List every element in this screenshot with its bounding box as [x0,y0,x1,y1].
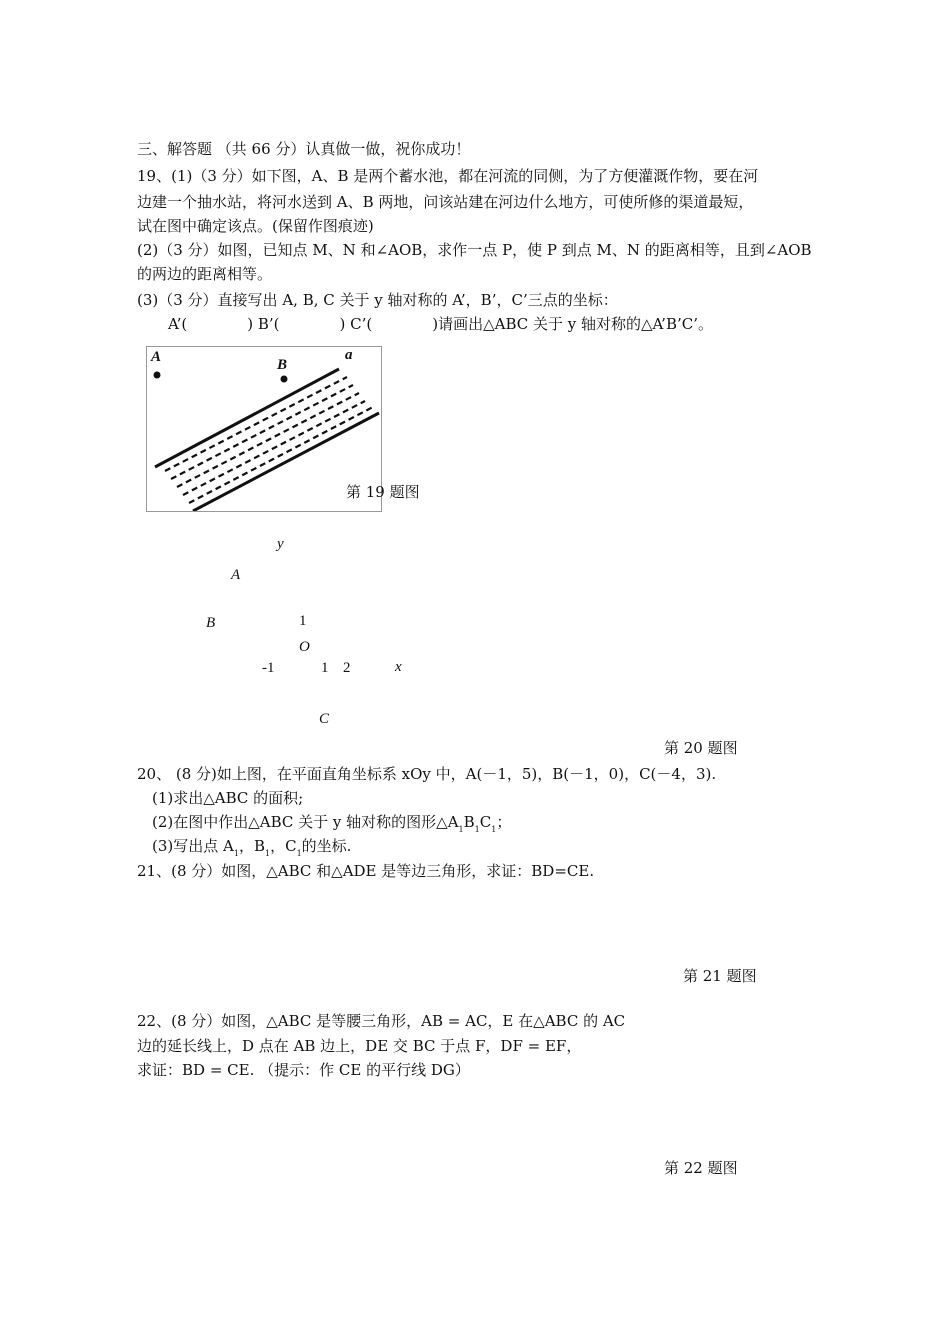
label-pool-a: A [151,349,162,365]
q19-part1-line2: 边建一个抽水站，将河水送到 A、B 两地，问该站建在河边什么地方，可使所修的渠道最短， [137,193,754,211]
q19-part1-line3: 试在图中确定该点。(保留作图痕迹) [137,217,374,235]
q20-line2: (1)求出△ABC 的面积; [152,789,304,807]
label-river-a: a [345,347,353,363]
figure-22-caption: 第 22 题图 [664,1159,738,1177]
label-pool-b: B [277,357,288,373]
fig20-tick-x-neg1: -1 [262,660,275,676]
fig20-label-origin: O [299,639,310,655]
q19-part3-line2: A’( ) B’( ) C’( )请画出△ABC 关于 y 轴对称的△A’B’C’。 [168,315,713,333]
fig20-label-x: x [395,659,402,675]
q19-part2-line2: 的两边的距离相等。 [137,265,273,283]
fig20-label-a: A [231,567,241,583]
fig20-label-y: y [277,536,284,552]
fig20-label-b: B [206,615,216,631]
q22-line3: 求证：BD = CE. （提示：作 CE 的平行线 DG） [137,1061,470,1079]
q19-part2-line1: (2)（3 分）如图，已知点 M、N 和∠AOB，求作一点 P，使 P 到点 M、N 的距离相等，且到∠AOB [137,241,812,259]
q22-line2: 边的延长线上，D 点在 AB 边上，DE 交 BC 于点 F，DF = EF， [137,1037,582,1055]
pool-b-dot [281,376,288,383]
q20-line3: (2)在图中作出△ABC 关于 y 轴对称的图形$\triangle A_1B_1C_1$； [152,813,512,834]
pool-a-dot [154,372,161,379]
q19-part1-line1: 19、(1)（3 分）如下图，A、B 是两个蓄水池，都在河流的同侧，为了方便灌溉作物，要在河 [137,167,759,185]
q19-part3-line1: (3)（3 分）直接写出 A, B, C 关于 y 轴对称的 A’，B’，C’三点的坐标： [137,291,618,309]
fig20-tick-x-1: 1 [321,660,329,676]
fig20-label-c: C [319,711,330,727]
q20-line1: 20、 (8 分)如上图，在平面直角坐标系 xOy 中，A(－1，5)，B(－1，0)，C(－4，3). [137,765,717,783]
q22-line1: 22、(8 分）如图，△ABC 是等腰三角形，AB = AC，E 在△ABC 的 AC [137,1012,626,1030]
fig20-tick-y-1: 1 [299,613,307,629]
q21-line1: 21、(8 分）如图，△ABC 和△ADE 是等边三角形，求证：BD=CE. [137,862,595,880]
figure-20-caption: 第 20 题图 [664,739,738,757]
q20-line4: (3)写出点 $A_1$，$B_1$，$C_1$的坐标. [152,837,352,858]
figure-19-caption: 第 19 题图 [346,483,420,501]
figure-21-caption: 第 21 题图 [683,967,757,985]
section-header: 三、解答题 （共 66 分）认真做一做，祝你成功！ [137,140,471,158]
fig20-tick-x-2: 2 [343,660,351,676]
